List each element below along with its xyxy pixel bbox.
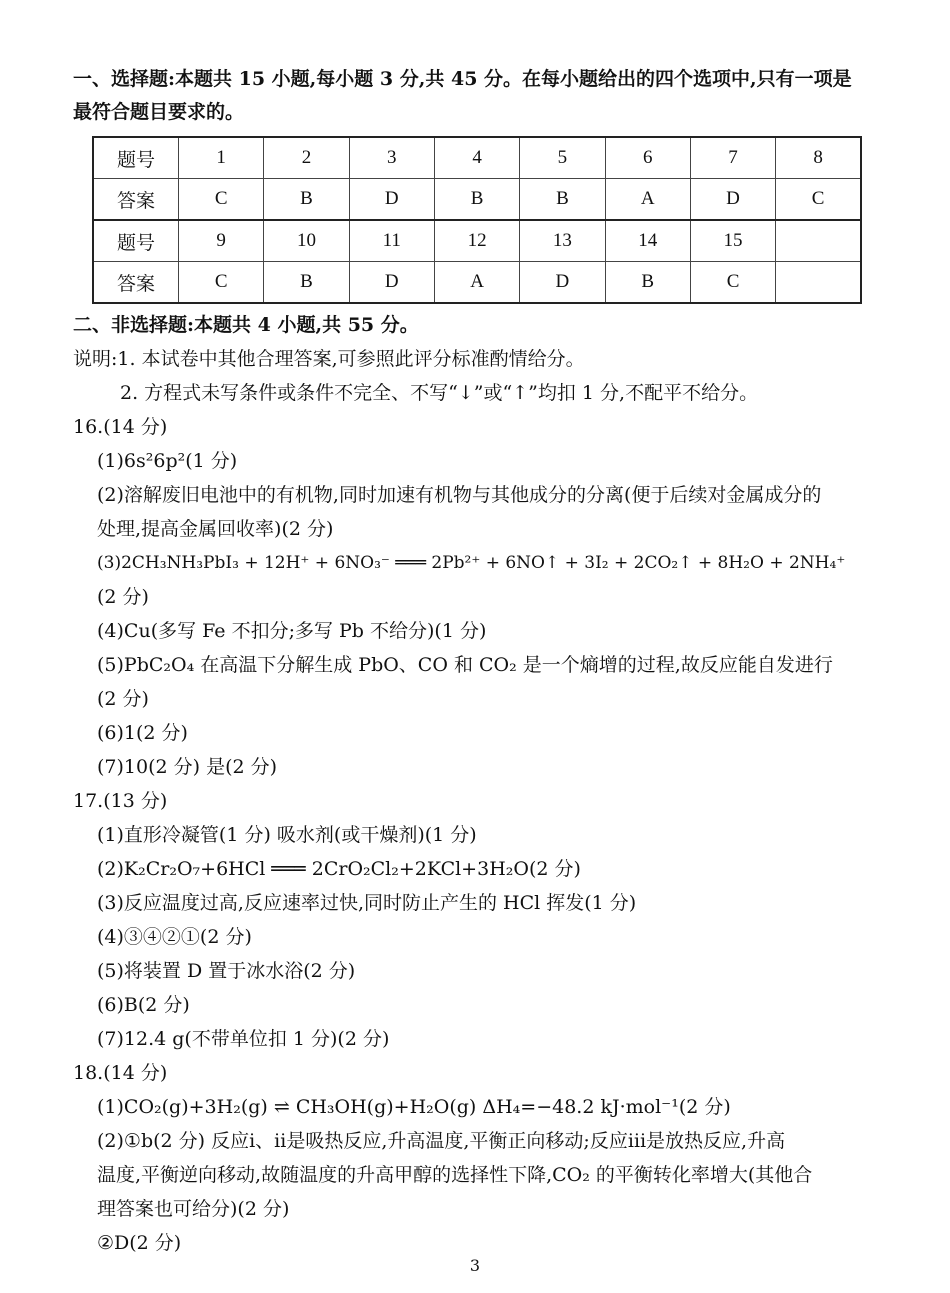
question-number: 13	[520, 220, 605, 262]
answer-cell: B	[605, 262, 690, 304]
answer-cell: C	[179, 262, 264, 304]
row-label: 答案	[93, 262, 179, 304]
question-number: 11	[349, 220, 434, 262]
q17-answer-6: (6)B(2 分)	[97, 994, 190, 1016]
q16-answer-6: (6)1(2 分)	[97, 722, 188, 744]
question-number: 1	[179, 137, 264, 179]
page-number: 3	[469, 1256, 481, 1275]
q17-title: 17.(13 分)	[73, 790, 168, 812]
q17-answer-5: (5)将装置 D 置于冰水浴(2 分)	[97, 960, 356, 982]
q16-answer-1: (1)6s²6p²(1 分)	[97, 450, 238, 472]
question-number: 2	[264, 137, 349, 179]
question-number: 5	[520, 137, 605, 179]
answer-cell: B	[434, 179, 519, 221]
section1-heading-line1: 一、选择题:本题共 15 小题,每小题 3 分,共 45 分。在每小题给出的四个选项中,只有一项是	[73, 68, 852, 90]
q18-answer-2-line3: 理答案也可给分)(2 分)	[97, 1198, 290, 1220]
row-label: 题号	[93, 220, 179, 262]
answer-cell: B	[264, 179, 349, 221]
q17-answer-3: (3)反应温度过高,反应速率过快,同时防止产生的 HCl 挥发(1 分)	[97, 892, 637, 914]
answer-cell: D	[349, 262, 434, 304]
answer-cell	[776, 262, 861, 304]
answer-cell: C	[690, 262, 775, 304]
table-row	[93, 220, 861, 262]
question-number: 6	[605, 137, 690, 179]
note-1: 说明:1. 本试卷中其他合理答案,可参照此评分标准酌情给分。	[73, 348, 585, 370]
q16-answer-2-line2: 处理,提高金属回收率)(2 分)	[97, 518, 334, 540]
q17-answer-4: (4)③④②①(2 分)	[97, 926, 252, 948]
question-number: 15	[690, 220, 775, 262]
q16-answer-3-line2: (2 分)	[97, 586, 149, 608]
question-number: 7	[690, 137, 775, 179]
q18-answer-2-line2: 温度,平衡逆向移动,故随温度的升高甲醇的选择性下降,CO₂ 的平衡转化率增大(其他合	[97, 1164, 813, 1186]
answer-cell: C	[179, 179, 264, 221]
table-row	[93, 137, 861, 179]
question-number: 3	[349, 137, 434, 179]
q16-title: 16.(14 分)	[73, 416, 168, 438]
table-row	[93, 179, 861, 221]
note-2: 2. 方程式未写条件或条件不完全、不写“↓”或“↑”均扣 1 分,不配平不给分。	[120, 382, 759, 404]
answer-cell: A	[434, 262, 519, 304]
question-number: 8	[776, 137, 861, 179]
q18-answer-1: (1)CO₂(g)+3H₂(g) ⇌ CH₃OH(g)+H₂O(g) ΔH₄=−48.2 kJ·mol⁻¹(2 分)	[97, 1096, 731, 1118]
q16-answer-4: (4)Cu(多写 Fe 不扣分;多写 Pb 不给分)(1 分)	[97, 620, 487, 642]
row-label: 题号	[93, 137, 179, 179]
q18-answer-2-part2: ②D(2 分)	[97, 1232, 182, 1254]
answer-cell: D	[520, 262, 605, 304]
q16-answer-2-line1: (2)溶解废旧电池中的有机物,同时加速有机物与其他成分的分离(便于后续对金属成分的	[97, 484, 822, 506]
q18-answer-2-line1: (2)①b(2 分) 反应ⅰ、ⅱ是吸热反应,升高温度,平衡正向移动;反应ⅲ是放热反应,升高	[97, 1130, 786, 1152]
question-number: 12	[434, 220, 519, 262]
q17-answer-7: (7)12.4 g(不带单位扣 1 分)(2 分)	[97, 1028, 390, 1050]
answer-cell: C	[776, 179, 861, 221]
q16-answer-7: (7)10(2 分) 是(2 分)	[97, 756, 278, 778]
q16-answer-5-line1: (5)PbC₂O₄ 在高温下分解生成 PbO、CO 和 CO₂ 是一个熵增的过程,故反应能自发进行	[97, 654, 833, 676]
q16-answer-5-line2: (2 分)	[97, 688, 149, 710]
answer-cell: D	[349, 179, 434, 221]
answer-cell: A	[605, 179, 690, 221]
section2-heading: 二、非选择题:本题共 4 小题,共 55 分。	[73, 314, 419, 336]
question-number: 14	[605, 220, 690, 262]
answer-cell: D	[690, 179, 775, 221]
answer-cell: B	[264, 262, 349, 304]
answer-cell: B	[520, 179, 605, 221]
q18-title: 18.(14 分)	[73, 1062, 168, 1084]
q17-answer-1: (1)直形冷凝管(1 分) 吸水剂(或干燥剂)(1 分)	[97, 824, 477, 846]
question-number: 4	[434, 137, 519, 179]
question-number: 10	[264, 220, 349, 262]
question-number: 9	[179, 220, 264, 262]
answer-table	[92, 136, 862, 304]
row-label: 答案	[93, 179, 179, 221]
q17-answer-2: (2)K₂Cr₂O₇+6HCl ═══ 2CrO₂Cl₂+2KCl+3H₂O(2 分)	[97, 858, 581, 880]
q16-answer-3-line1: (3)2CH₃NH₃PbI₃ + 12H⁺ + 6NO₃⁻ ═══ 2Pb²⁺ + 6NO↑ + 3I₂ + 2CO₂↑ + 8H₂O + 2NH₄⁺	[97, 553, 846, 573]
question-number	[776, 220, 861, 262]
section1-heading-line2: 最符合题目要求的。	[73, 101, 245, 123]
table-row	[93, 262, 861, 304]
